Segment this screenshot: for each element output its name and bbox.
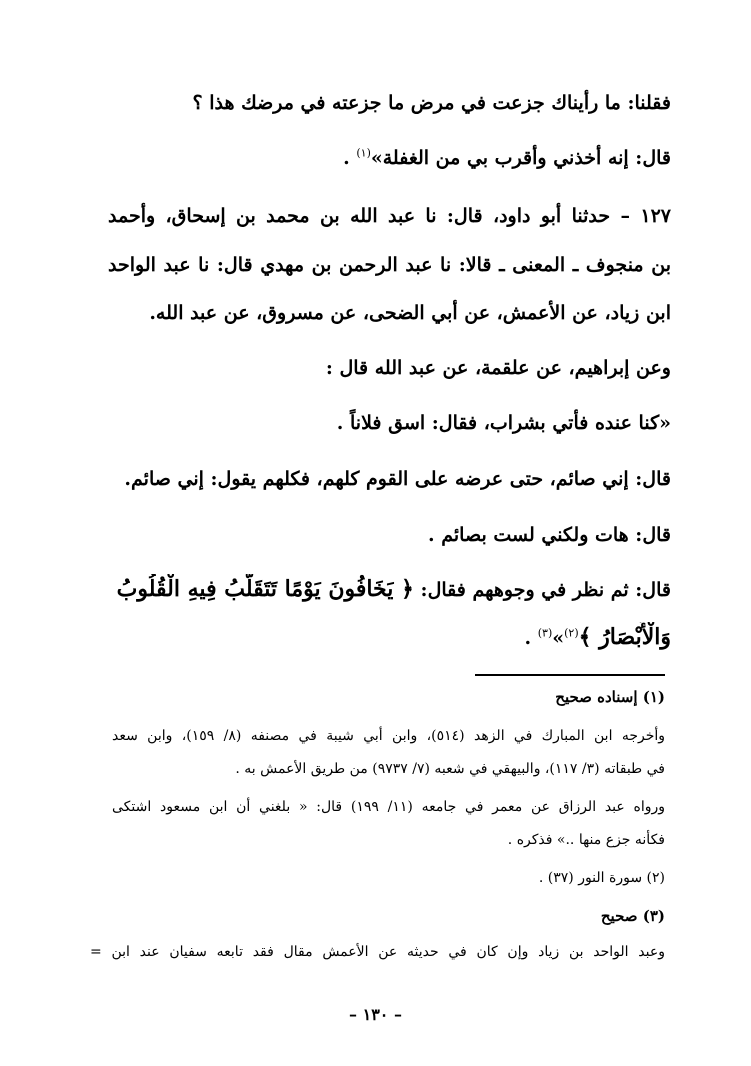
text-line-7 (100, 520, 671, 550)
footnote-3-line-1 (90, 941, 665, 963)
footnote-1-line-1-text: وأخرجه ابن المبارك في الزهد (٥١٤)، وابن أبي شيبة في مصنفه (٨/ ١٥٩)، وابن سعد (112, 728, 665, 744)
footnote-1-line-4 (112, 829, 665, 851)
footnote-ref-3[interactable]: (٣) (537, 626, 553, 640)
text-line-4 (100, 353, 671, 383)
footnote-1-heading (100, 686, 665, 708)
footnote-2-text: (٢) سورة النور (٣٧) . (538, 870, 665, 886)
hadith-127-line-3-content: ابن زياد، عن الأعمش، عن أبي الضحى، عن مسروق، عن عبد الله. (149, 302, 671, 324)
text-line-1-content: فقلنا: ما رأيناك جزعت في مرض ما جزعته في مرضك هذا ؟ (192, 92, 671, 114)
hadith-127-line-2-content: بن منجوف ـ المعنى ـ قالا: نا عبد الرحمن بن مهدي قال: نا عبد الواحد (108, 254, 671, 276)
text-line-6 (100, 464, 671, 494)
text-line-9-end: . (524, 627, 538, 649)
text-line-2 (100, 143, 671, 173)
footnote-1-heading-text: (١) إسناده صحيح (555, 688, 665, 706)
text-line-5-content: «كنا عنده فأتي بشراب، فقال: اسق فلاناً . (336, 412, 671, 434)
text-line-7-content: قال: هات ولكني لست بصائم . (428, 524, 671, 546)
hadith-127-line-3 (100, 298, 671, 328)
text-line-2-content: قال: إنه أخذني وأقرب بي من الغفلة» (370, 147, 671, 169)
footnote-1-line-3-text: ورواه عبد الرزاق عن معمر في جامعه (١١/ ١٩٩) قال: « بلغني أن ابن مسعود اشتكى (112, 799, 665, 815)
footnote-1-line-4-text: فكأنه جزع منها ..» فذكره . (507, 832, 665, 848)
footnote-2 (100, 867, 665, 889)
hadith-127-line-2 (108, 250, 671, 280)
quran-verse-part-1: ﴿ يَخَافُونَ يَوْمًا تَتَقَلَّبُ فِيهِ الْقُلُوبُ (116, 576, 414, 602)
text-line-2-end: . (343, 147, 357, 169)
footnote-3-line-1-text: وعبد الواحد بن زياد وإن كان في حديثه عن الأعمش مقال فقد تابعه سفيان عند ابن = (90, 944, 665, 960)
footnote-ref-2[interactable]: (٢) (564, 626, 579, 640)
hadith-127-line-1 (108, 201, 671, 231)
footnote-divider (475, 674, 665, 676)
footnote-1-line-3 (112, 796, 665, 818)
text-line-1 (100, 88, 671, 118)
text-line-9 (100, 622, 671, 652)
footnote-3-heading-text: (٣) صحيح (600, 907, 665, 925)
footnote-1-line-2 (112, 758, 665, 780)
footnote-1-line-1 (112, 725, 665, 747)
text-line-8-content: قال: ثم نظر في وجوههم فقال: (413, 579, 671, 601)
text-line-8 (100, 574, 671, 604)
closing-quote: » (552, 627, 565, 649)
hadith-127-line-1-content: ١٢٧ – حدثنا أبو داود، قال: نا عبد الله بن محمد بن إسحاق، وأحمد (108, 205, 671, 227)
footnote-3-heading (100, 905, 665, 927)
footnote-ref-1[interactable]: (١) (356, 146, 371, 160)
footnote-1-line-2-text: في طبقاته (٣/ ١١٧)، والبيهقي في شعبه (٧/ ٩٧٣٧) من طريق الأعمش به . (235, 761, 665, 777)
page-number: – ١٣٠ – (349, 1005, 402, 1024)
text-line-5 (100, 408, 671, 438)
quran-verse-part-2: وَالْأَبْصَارُ ﴾ (578, 624, 671, 650)
text-line-6-content: قال: إني صائم، حتى عرضه على القوم كلهم، فكلهم يقول: إني صائم. (124, 468, 671, 490)
text-line-4-content: وعن إبراهيم، عن علقمة، عن عبد الله قال : (325, 357, 671, 379)
